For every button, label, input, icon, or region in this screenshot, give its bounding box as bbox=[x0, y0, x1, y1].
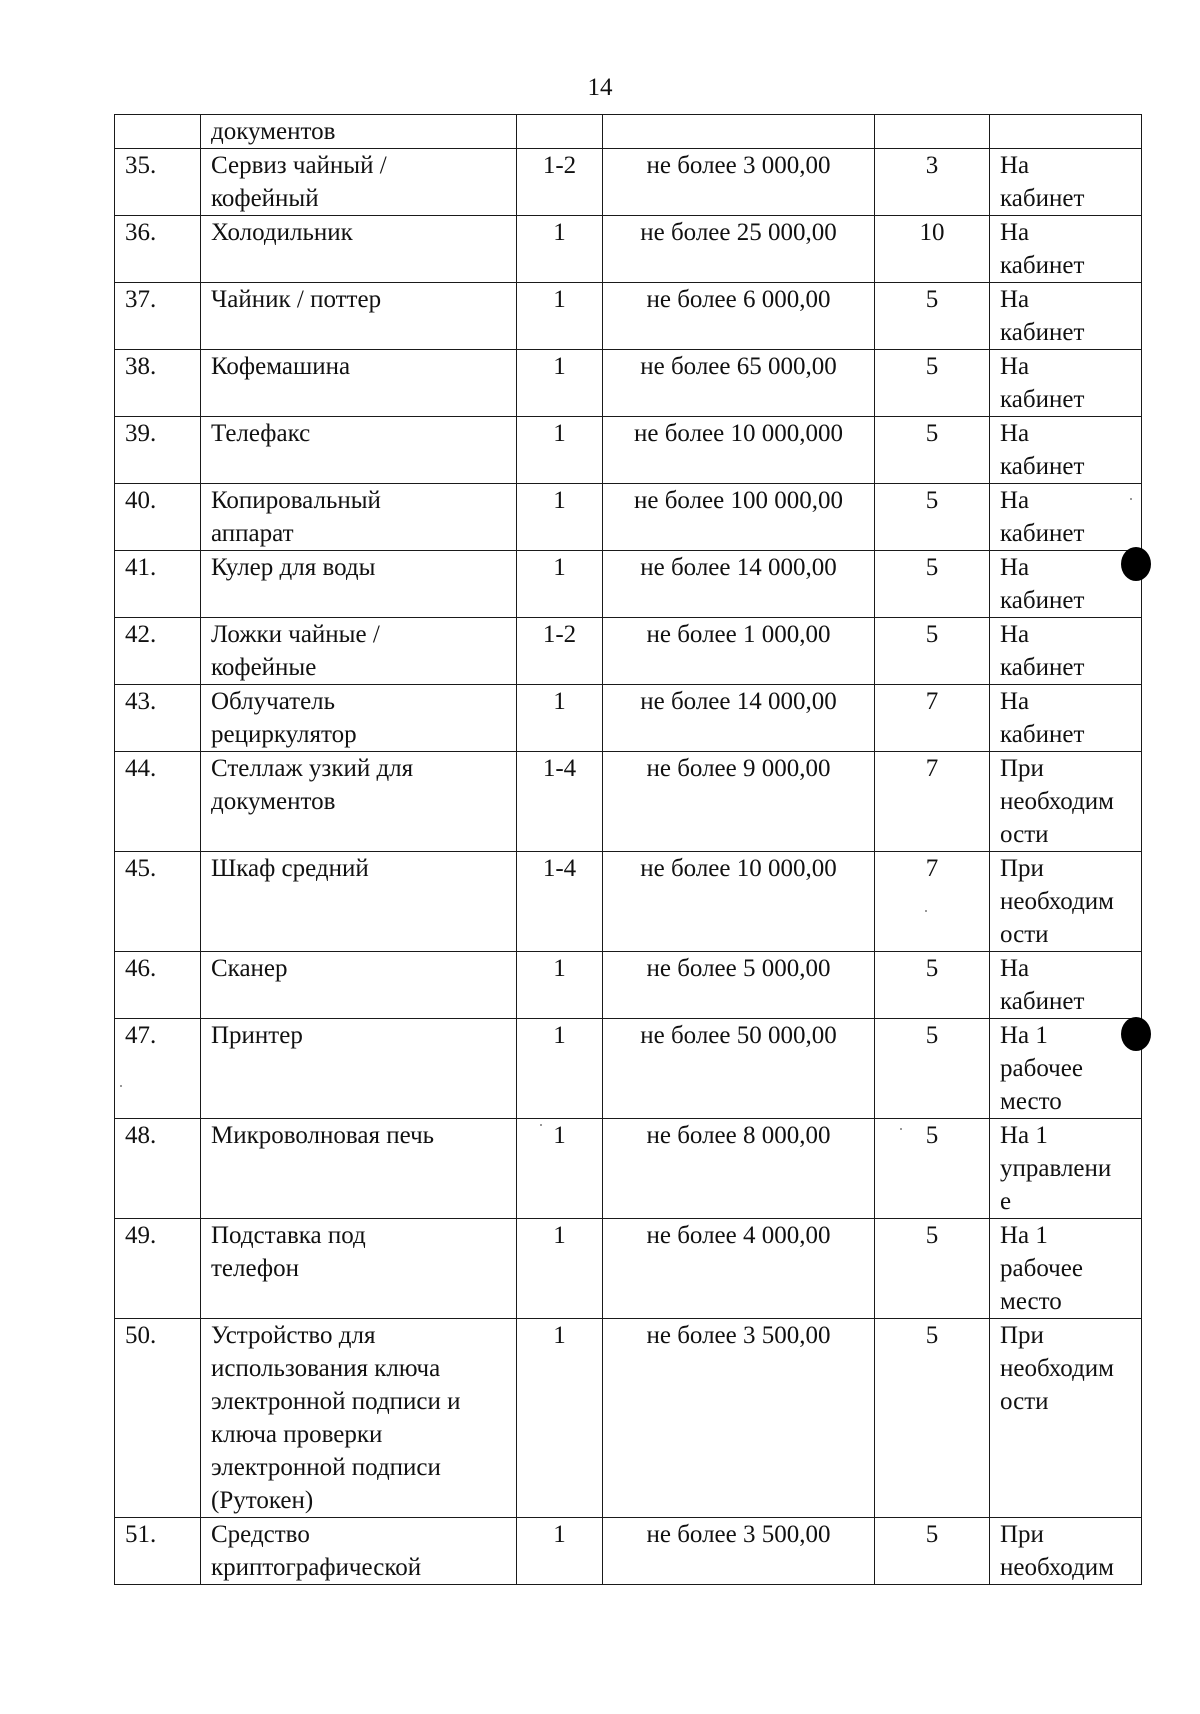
table-row bbox=[115, 216, 1142, 283]
cell-number: 45. bbox=[115, 852, 201, 952]
cell-price: не более 3 000,00 bbox=[603, 149, 875, 216]
cell-quantity: 1 bbox=[517, 216, 603, 283]
cell-allocation-note: На 1 управлени е bbox=[990, 1119, 1142, 1219]
cell-item-name: Телефакс bbox=[201, 417, 517, 484]
cell-quantity: 1 bbox=[517, 685, 603, 752]
cell-quantity: 1 bbox=[517, 484, 603, 551]
scan-speck bbox=[925, 910, 927, 912]
cell-price: не более 25 000,00 bbox=[603, 216, 875, 283]
cell-number: 49. bbox=[115, 1219, 201, 1319]
cell-number: 47. bbox=[115, 1019, 201, 1119]
cell-item-name: Принтер bbox=[201, 1019, 517, 1119]
cell-quantity: 1 bbox=[517, 417, 603, 484]
cell-item-name: Сканер bbox=[201, 952, 517, 1019]
table-row bbox=[115, 685, 1142, 752]
cell-price: не более 4 000,00 bbox=[603, 1219, 875, 1319]
table-row bbox=[115, 1019, 1142, 1119]
cell-service-years: 5 bbox=[875, 1518, 990, 1585]
cell-price: не более 5 000,00 bbox=[603, 952, 875, 1019]
cell-number: 41. bbox=[115, 551, 201, 618]
cell-quantity: 1 bbox=[517, 283, 603, 350]
cell-number: 48. bbox=[115, 1119, 201, 1219]
cell-service-years: 5 bbox=[875, 283, 990, 350]
cell-number: 42. bbox=[115, 618, 201, 685]
cell-allocation-note: На кабинет bbox=[990, 952, 1142, 1019]
cell-price: не более 3 500,00 bbox=[603, 1518, 875, 1585]
cell-service-years: 5 bbox=[875, 350, 990, 417]
table-row bbox=[115, 350, 1142, 417]
cell-item-name: Стеллаж узкий для документов bbox=[201, 752, 517, 852]
cell-quantity: 1-4 bbox=[517, 752, 603, 852]
cell-number: 35. bbox=[115, 149, 201, 216]
cell-quantity: 1 bbox=[517, 1219, 603, 1319]
cell-price: не более 14 000,00 bbox=[603, 551, 875, 618]
table-row bbox=[115, 1518, 1142, 1585]
cell-quantity: 1 bbox=[517, 1019, 603, 1119]
cell-allocation-note: На кабинет bbox=[990, 149, 1142, 216]
cell-price: не более 100 000,00 bbox=[603, 484, 875, 551]
cell-service-years: 5 bbox=[875, 1219, 990, 1319]
scan-speck bbox=[900, 1128, 902, 1130]
cell-item-name: документов bbox=[201, 115, 517, 149]
cell-price: не более 10 000,00 bbox=[603, 852, 875, 952]
cell-service-years: 3 bbox=[875, 149, 990, 216]
cell-number: 38. bbox=[115, 350, 201, 417]
cell-item-name: Средство криптографической bbox=[201, 1518, 517, 1585]
table-row bbox=[115, 1319, 1142, 1518]
cell-number bbox=[115, 115, 201, 149]
cell-allocation-note: На кабинет bbox=[990, 685, 1142, 752]
cell-allocation-note: На кабинет bbox=[990, 618, 1142, 685]
cell-item-name: Ложки чайные / кофейные bbox=[201, 618, 517, 685]
cell-quantity: 1 bbox=[517, 551, 603, 618]
cell-item-name: Сервиз чайный / кофейный bbox=[201, 149, 517, 216]
table-row bbox=[115, 852, 1142, 952]
cell-quantity: 1 bbox=[517, 952, 603, 1019]
cell-price: не более 3 500,00 bbox=[603, 1319, 875, 1518]
table-row-continuation bbox=[115, 115, 1142, 149]
cell-price: не более 14 000,00 bbox=[603, 685, 875, 752]
cell-allocation-note: На кабинет bbox=[990, 350, 1142, 417]
cell-quantity: 1-2 bbox=[517, 618, 603, 685]
table-row bbox=[115, 149, 1142, 216]
cell-quantity: 1 bbox=[517, 350, 603, 417]
cell-price bbox=[603, 115, 875, 149]
cell-service-years: 7 bbox=[875, 852, 990, 952]
scan-speck bbox=[1130, 498, 1132, 500]
cell-number: 46. bbox=[115, 952, 201, 1019]
cell-price: не более 9 000,00 bbox=[603, 752, 875, 852]
scan-speck bbox=[120, 1085, 122, 1087]
cell-price: не более 10 000,000 bbox=[603, 417, 875, 484]
cell-service-years: 5 bbox=[875, 1019, 990, 1119]
cell-item-name: Шкаф средний bbox=[201, 852, 517, 952]
cell-service-years: 10 bbox=[875, 216, 990, 283]
cell-number: 50. bbox=[115, 1319, 201, 1518]
cell-item-name: Подставка под телефон bbox=[201, 1219, 517, 1319]
cell-allocation-note: При необходим ости bbox=[990, 852, 1142, 952]
cell-number: 37. bbox=[115, 283, 201, 350]
cell-item-name: Копировальный аппарат bbox=[201, 484, 517, 551]
cell-allocation-note: На 1 рабочее место bbox=[990, 1019, 1142, 1119]
cell-number: 43. bbox=[115, 685, 201, 752]
cell-service-years: 5 bbox=[875, 551, 990, 618]
cell-number: 44. bbox=[115, 752, 201, 852]
cell-service-years: 5 bbox=[875, 417, 990, 484]
cell-allocation-note: На кабинет bbox=[990, 283, 1142, 350]
cell-allocation-note: На кабинет bbox=[990, 484, 1142, 551]
cell-service-years: 5 bbox=[875, 1319, 990, 1518]
cell-service-years: 5 bbox=[875, 1119, 990, 1219]
cell-item-name: Устройство для использования ключа электронной подписи и ключа проверки электронной подписи (Рутокен) bbox=[201, 1319, 517, 1518]
cell-service-years: 5 bbox=[875, 484, 990, 551]
cell-number: 36. bbox=[115, 216, 201, 283]
cell-allocation-note: На кабинет bbox=[990, 551, 1142, 618]
cell-item-name: Кулер для воды bbox=[201, 551, 517, 618]
cell-price: не более 1 000,00 bbox=[603, 618, 875, 685]
cell-allocation-note: На кабинет bbox=[990, 216, 1142, 283]
cell-price: не более 65 000,00 bbox=[603, 350, 875, 417]
table-row bbox=[115, 1219, 1142, 1319]
table-row bbox=[115, 283, 1142, 350]
page-number: 14 bbox=[587, 74, 613, 101]
cell-item-name: Чайник / поттер bbox=[201, 283, 517, 350]
cell-allocation-note: При необходим ости bbox=[990, 1319, 1142, 1518]
table-row bbox=[115, 952, 1142, 1019]
table-row bbox=[115, 417, 1142, 484]
cell-item-name: Микроволновая печь bbox=[201, 1119, 517, 1219]
table-row bbox=[115, 752, 1142, 852]
table-row bbox=[115, 551, 1142, 618]
cell-price: не более 50 000,00 bbox=[603, 1019, 875, 1119]
cell-allocation-note: На 1 рабочее место bbox=[990, 1219, 1142, 1319]
cell-quantity: 1 bbox=[517, 1518, 603, 1585]
cell-item-name: Облучатель рециркулятор bbox=[201, 685, 517, 752]
table-row bbox=[115, 618, 1142, 685]
cell-item-name: Кофемашина bbox=[201, 350, 517, 417]
punch-hole-mark bbox=[1121, 1017, 1151, 1051]
cell-quantity: 1 bbox=[517, 1319, 603, 1518]
cell-service-years bbox=[875, 115, 990, 149]
equipment-norms-table bbox=[114, 114, 1142, 1585]
table-row bbox=[115, 1119, 1142, 1219]
cell-number: 39. bbox=[115, 417, 201, 484]
cell-quantity: 1 bbox=[517, 1119, 603, 1219]
cell-service-years: 7 bbox=[875, 752, 990, 852]
cell-allocation-note: При необходим bbox=[990, 1518, 1142, 1585]
cell-number: 51. bbox=[115, 1518, 201, 1585]
cell-allocation-note: На кабинет bbox=[990, 417, 1142, 484]
cell-service-years: 7 bbox=[875, 685, 990, 752]
cell-quantity: 1-2 bbox=[517, 149, 603, 216]
cell-allocation-note: При необходим ости bbox=[990, 752, 1142, 852]
cell-allocation-note bbox=[990, 115, 1142, 149]
cell-number: 40. bbox=[115, 484, 201, 551]
cell-service-years: 5 bbox=[875, 952, 990, 1019]
cell-item-name: Холодильник bbox=[201, 216, 517, 283]
cell-quantity: 1-4 bbox=[517, 852, 603, 952]
punch-hole-mark bbox=[1121, 547, 1151, 581]
cell-quantity bbox=[517, 115, 603, 149]
scan-speck bbox=[540, 1124, 542, 1126]
table-row bbox=[115, 484, 1142, 551]
cell-price: не более 6 000,00 bbox=[603, 283, 875, 350]
cell-price: не более 8 000,00 bbox=[603, 1119, 875, 1219]
cell-service-years: 5 bbox=[875, 618, 990, 685]
